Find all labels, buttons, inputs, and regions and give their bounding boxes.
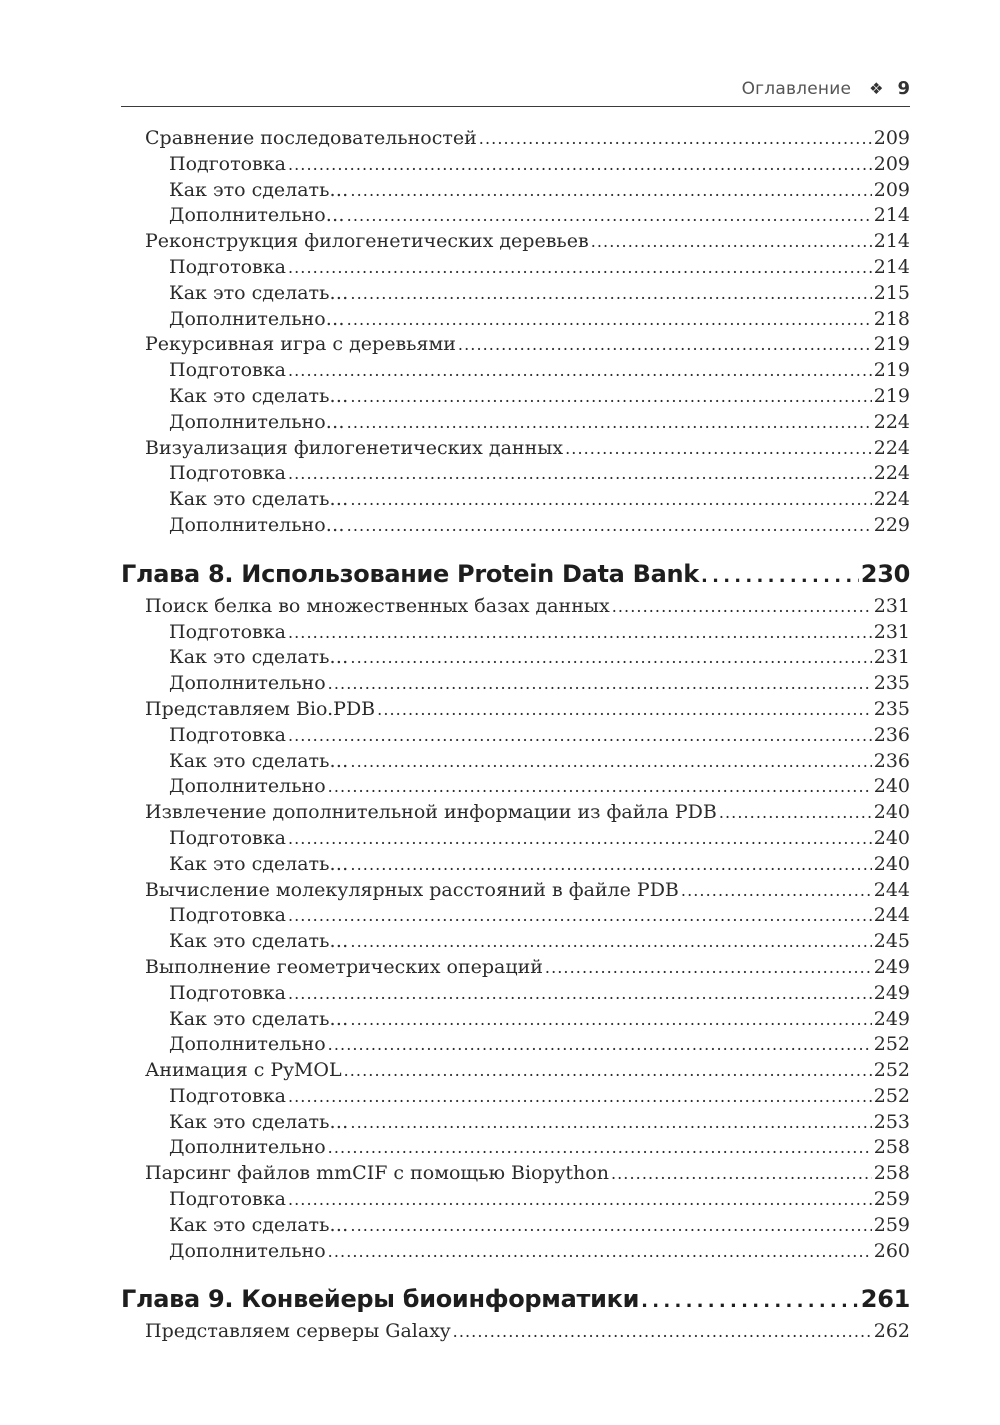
toc-entry-page: 236 <box>873 723 910 746</box>
toc-entry-title: Сравнение последовательностей <box>145 127 477 149</box>
dot-leader <box>350 178 871 204</box>
toc-entry-title: Глава 9. Конвейеры биоинформатики <box>121 1285 640 1314</box>
toc-entry-page: 258 <box>873 1162 910 1185</box>
toc-section-entry[interactable] <box>121 126 910 152</box>
toc-entry-title: Дополнительно <box>169 672 326 695</box>
toc-entry-page: 214 <box>873 255 910 278</box>
toc-entry-title: Подготовка <box>169 1188 286 1211</box>
toc-entry-page: 249 <box>873 955 910 978</box>
dot-leader <box>565 436 872 462</box>
dot-leader <box>347 410 872 436</box>
toc-entry-page: 209 <box>873 127 910 149</box>
toc-entry-page: 219 <box>873 333 910 356</box>
toc-entry-title: Как это сделать… <box>169 1213 349 1236</box>
toc-section-entry[interactable] <box>121 1161 910 1187</box>
toc-chapter-entry[interactable] <box>121 557 910 591</box>
toc-subsection-entry[interactable] <box>121 1187 910 1213</box>
toc-subsection-entry[interactable] <box>121 749 910 775</box>
toc-entry-page: 252 <box>873 1033 910 1056</box>
dot-leader <box>288 255 872 281</box>
toc-entry-page: 253 <box>873 1110 910 1133</box>
toc-section-entry[interactable] <box>121 1058 910 1084</box>
toc-entry-page: 215 <box>873 281 910 304</box>
toc-entry-title: Анимация с PyMOL <box>145 1059 342 1082</box>
toc-subsection-entry[interactable] <box>121 981 910 1007</box>
dot-leader <box>328 774 872 800</box>
dot-leader <box>612 594 872 620</box>
toc-entry-title: Подготовка <box>169 981 286 1004</box>
toc-entry-title: Как это сделать… <box>169 646 349 669</box>
toc-entry-title: Как это сделать… <box>169 488 349 511</box>
toc-entry-title: Дополнительно <box>169 775 326 798</box>
toc-entry-title: Рекурсивная игра с деревьями <box>145 333 456 356</box>
dot-leader <box>328 671 872 697</box>
toc-entry-page: 244 <box>873 904 910 927</box>
toc-subsection-entry[interactable] <box>121 358 910 384</box>
toc-subsection-entry[interactable] <box>121 1239 910 1265</box>
toc-section-entry[interactable] <box>121 697 910 723</box>
dot-leader <box>719 800 872 826</box>
toc-subsection-entry[interactable] <box>121 903 910 929</box>
toc-entry-title: Как это сделать… <box>169 852 349 875</box>
toc-entry-title: Глава 8. Использование Protein Data Bank <box>121 559 699 588</box>
toc-entry-title: Подготовка <box>169 620 286 643</box>
toc-entry-page: 245 <box>873 930 910 953</box>
toc-subsection-entry[interactable] <box>121 1032 910 1058</box>
toc-entry-title: Дополнительно… <box>169 204 345 227</box>
toc-entry-page: 258 <box>873 1136 910 1159</box>
dot-leader <box>701 557 859 591</box>
dot-leader <box>344 1058 872 1084</box>
dot-leader <box>350 645 871 671</box>
toc-entry-title: Дополнительно… <box>169 410 345 433</box>
toc-entry-page: 224 <box>873 436 910 459</box>
toc-entry-page: 249 <box>873 981 910 1004</box>
dot-leader <box>641 1282 859 1316</box>
toc-entry-title: Подготовка <box>169 826 286 849</box>
toc-subsection-entry[interactable] <box>121 929 910 955</box>
toc-entry-title: Подготовка <box>169 462 286 485</box>
dot-leader <box>350 1007 871 1033</box>
toc-entry-title: Визуализация филогенетических данных <box>145 436 564 459</box>
toc-subsection-entry[interactable] <box>121 1135 910 1161</box>
toc-entry-page: 209 <box>873 152 910 175</box>
toc-entry-page: 252 <box>873 1084 910 1107</box>
toc-subsection-entry[interactable] <box>121 826 910 852</box>
toc-entry-title: Дополнительно… <box>169 307 345 330</box>
dot-leader <box>350 1110 871 1136</box>
toc-entry-page: 240 <box>873 852 910 875</box>
dot-leader <box>288 620 872 646</box>
toc-entry-title: Как это сделать… <box>169 1007 349 1030</box>
toc-entry-title: Дополнительно <box>169 1136 326 1159</box>
dot-leader <box>288 981 872 1007</box>
dot-leader <box>350 384 871 410</box>
toc-entry-page: 231 <box>873 646 910 669</box>
toc-entry-page: 230 <box>860 559 910 588</box>
dot-leader <box>347 513 872 539</box>
toc-entry-page: 231 <box>873 594 910 617</box>
dot-leader <box>328 1135 872 1161</box>
dot-leader <box>377 697 872 723</box>
toc-entry-title: Как это сделать… <box>169 930 349 953</box>
toc-chapter-entry[interactable] <box>121 1282 910 1316</box>
toc-entry-title: Как это сделать… <box>169 178 349 201</box>
toc-subsection-entry[interactable] <box>121 645 910 671</box>
toc-section-entry[interactable] <box>121 436 910 462</box>
running-header-content <box>742 78 910 99</box>
toc-entry-page: 260 <box>873 1239 910 1262</box>
toc-entry-title: Выполнение геометрических операций <box>145 955 543 978</box>
dot-leader <box>545 955 872 981</box>
toc-subsection-entry[interactable] <box>121 152 910 178</box>
table-of-contents <box>121 126 910 1345</box>
toc-subsection-entry[interactable] <box>121 281 910 307</box>
toc-entry-title: Как это сделать… <box>169 384 349 407</box>
toc-entry-title: Вычисление молекулярных расстояний в файле PDB <box>145 878 679 901</box>
toc-entry-page: 229 <box>873 513 910 536</box>
dot-leader <box>458 332 872 358</box>
toc-entry-page: 259 <box>873 1213 910 1236</box>
dot-leader <box>288 826 872 852</box>
toc-entry-page: 259 <box>873 1188 910 1211</box>
toc-subsection-entry[interactable] <box>121 513 910 539</box>
toc-subsection-entry[interactable] <box>121 1007 910 1033</box>
dot-leader <box>350 281 871 307</box>
toc-entry-page: 261 <box>860 1285 910 1314</box>
dot-leader <box>288 461 872 487</box>
toc-entry-page: 240 <box>873 826 910 849</box>
dot-leader <box>288 1084 872 1110</box>
toc-entry-page: 224 <box>873 410 910 433</box>
toc-subsection-entry[interactable] <box>121 671 910 697</box>
toc-entry-title: Подготовка <box>169 723 286 746</box>
dot-leader <box>681 878 872 904</box>
toc-section-entry[interactable] <box>121 878 910 904</box>
toc-subsection-entry[interactable] <box>121 620 910 646</box>
running-header-title: Оглавление <box>741 78 852 99</box>
dot-leader <box>591 229 872 255</box>
dot-leader <box>611 1161 872 1187</box>
toc-entry-title: Дополнительно <box>169 1239 326 1262</box>
toc-entry-page: 231 <box>873 620 910 643</box>
dot-leader <box>350 487 871 513</box>
toc-entry-title: Подготовка <box>169 152 286 175</box>
toc-entry-title: Подготовка <box>169 1084 286 1107</box>
toc-entry-page: 235 <box>873 672 910 695</box>
dot-leader <box>288 723 872 749</box>
toc-entry-page: 240 <box>873 775 910 798</box>
toc-entry-page: 214 <box>873 204 910 227</box>
ornament-icon: ❖ <box>869 79 884 98</box>
toc-subsection-entry[interactable] <box>121 461 910 487</box>
dot-leader <box>288 358 872 384</box>
toc-entry-title: Поиск белка во множественных базах данных <box>145 594 610 617</box>
dot-leader <box>288 152 872 178</box>
toc-section-entry[interactable] <box>121 800 910 826</box>
toc-entry-page: 249 <box>873 1007 910 1030</box>
toc-entry-page: 235 <box>873 697 910 720</box>
toc-entry-page: 236 <box>873 749 910 772</box>
toc-subsection-entry[interactable] <box>121 384 910 410</box>
dot-leader <box>288 903 872 929</box>
toc-entry-page: 224 <box>873 462 910 485</box>
page-number: 9 <box>897 78 910 99</box>
toc-section-entry[interactable] <box>121 229 910 255</box>
toc-subsection-entry[interactable] <box>121 307 910 333</box>
toc-entry-title: Представляем серверы Galaxy <box>145 1320 451 1343</box>
toc-entry-page: 219 <box>873 384 910 407</box>
toc-subsection-entry[interactable] <box>121 852 910 878</box>
toc-entry-title: Как это сделать… <box>169 281 349 304</box>
toc-entry-page: 244 <box>873 878 910 901</box>
dot-leader <box>350 749 871 775</box>
dot-leader <box>350 852 871 878</box>
toc-section-entry[interactable] <box>121 1319 910 1345</box>
toc-entry-title: Подготовка <box>169 359 286 382</box>
dot-leader <box>453 1319 872 1345</box>
dot-leader <box>347 307 872 333</box>
toc-subsection-entry[interactable] <box>121 1084 910 1110</box>
toc-section-entry[interactable] <box>121 594 910 620</box>
toc-subsection-entry[interactable] <box>121 410 910 436</box>
toc-entry-title: Подготовка <box>169 255 286 278</box>
dot-leader <box>350 1213 871 1239</box>
dot-leader <box>350 929 871 955</box>
toc-entry-page: 262 <box>873 1320 910 1343</box>
toc-entry-page: 218 <box>873 307 910 330</box>
toc-entry-title: Парсинг файлов mmCIF с помощью Biopython <box>145 1162 609 1185</box>
dot-leader <box>288 1187 872 1213</box>
toc-entry-page: 240 <box>873 801 910 824</box>
dot-leader <box>347 203 872 229</box>
running-header <box>121 76 910 107</box>
toc-entry-title: Подготовка <box>169 904 286 927</box>
toc-entry-title: Как это сделать… <box>169 1110 349 1133</box>
toc-entry-title: Дополнительно… <box>169 513 345 536</box>
toc-entry-page: 252 <box>873 1059 910 1082</box>
toc-section-entry[interactable] <box>121 332 910 358</box>
toc-entry-title: Извлечение дополнительной информации из файла PDB <box>145 801 717 824</box>
toc-entry-page: 224 <box>873 488 910 511</box>
toc-entry-title: Представляем Bio.PDB <box>145 697 376 720</box>
toc-subsection-entry[interactable] <box>121 1110 910 1136</box>
toc-entry-title: Дополнительно <box>169 1033 326 1056</box>
dot-leader <box>328 1239 872 1265</box>
toc-section-entry[interactable] <box>121 955 910 981</box>
toc-subsection-entry[interactable] <box>121 1213 910 1239</box>
toc-subsection-entry[interactable] <box>121 255 910 281</box>
toc-subsection-entry[interactable] <box>121 203 910 229</box>
toc-subsection-entry[interactable] <box>121 487 910 513</box>
toc-subsection-entry[interactable] <box>121 178 910 204</box>
toc-entry-title: Реконструкция филогенетических деревьев <box>145 230 589 253</box>
toc-entry-page: 209 <box>873 178 910 201</box>
toc-subsection-entry[interactable] <box>121 723 910 749</box>
toc-entry-page: 219 <box>873 359 910 382</box>
toc-entry-page: 214 <box>873 230 910 253</box>
dot-leader <box>479 126 872 152</box>
dot-leader <box>328 1032 872 1058</box>
toc-entry-title: Как это сделать… <box>169 749 349 772</box>
toc-subsection-entry[interactable] <box>121 774 910 800</box>
